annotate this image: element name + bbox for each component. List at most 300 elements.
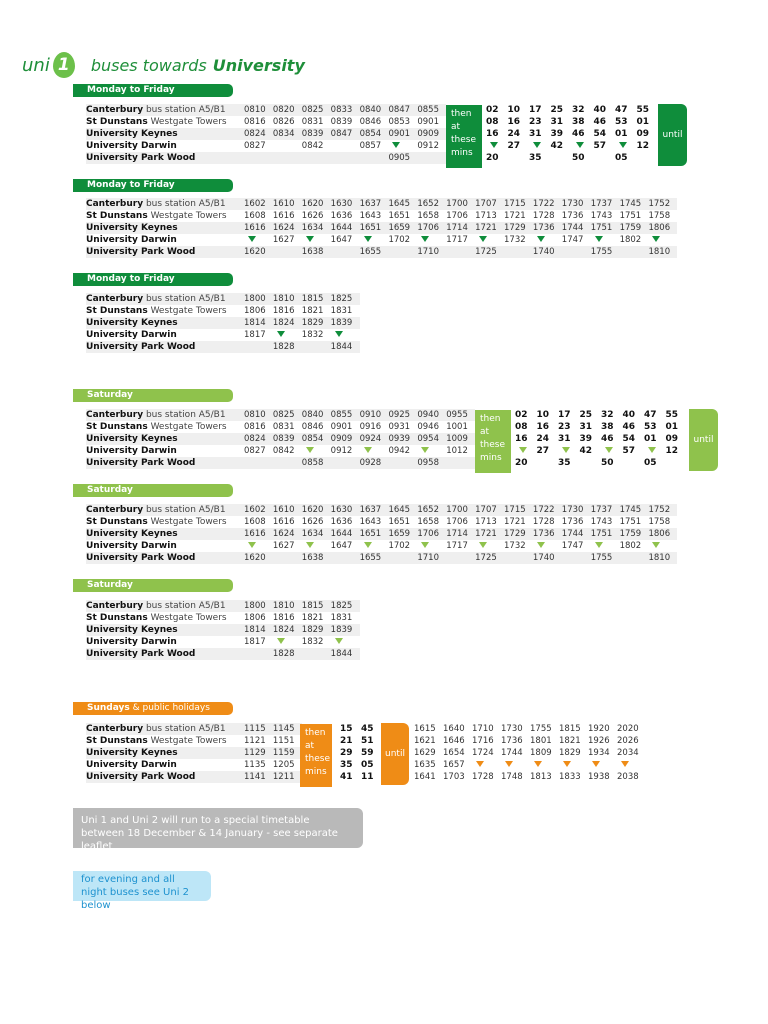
day-band-label: Saturday bbox=[87, 390, 133, 400]
stop-name bbox=[86, 649, 244, 659]
down-triangle-icon bbox=[302, 446, 331, 456]
minutes-past-hour: 01 bbox=[615, 129, 628, 139]
departure-time: 1602 bbox=[244, 199, 266, 209]
minutes-row bbox=[340, 735, 382, 747]
departure-time: 1806 bbox=[648, 529, 671, 539]
day-band bbox=[73, 273, 233, 286]
departure-time: 1620 bbox=[244, 553, 266, 563]
departure-time: 1810 bbox=[648, 247, 671, 257]
departure-time: 1721 bbox=[475, 529, 497, 539]
stop-label: University Keynes bbox=[86, 129, 178, 139]
departure-time: 2026 bbox=[617, 736, 639, 746]
departure-time: 1658 bbox=[417, 211, 439, 221]
down-triangle-icon bbox=[501, 760, 530, 770]
departure-time: 1740 bbox=[532, 553, 555, 563]
down-triangle-icon bbox=[364, 447, 372, 453]
down-triangle-icon bbox=[479, 236, 487, 242]
departure-time: 0909 bbox=[330, 434, 353, 444]
departure-time: 1815 bbox=[301, 294, 324, 304]
minutes-past-hour: 01 bbox=[665, 422, 679, 432]
down-triangle-icon bbox=[558, 446, 580, 456]
down-triangle-icon bbox=[360, 235, 389, 245]
down-triangle-icon bbox=[595, 542, 603, 548]
minutes-past-hour: 35 bbox=[558, 458, 571, 468]
departure-time: 0846 bbox=[359, 117, 382, 127]
down-triangle-icon bbox=[364, 542, 372, 548]
stop-label: University Park Wood bbox=[86, 772, 196, 782]
stop-name bbox=[86, 330, 244, 340]
down-triangle-icon bbox=[559, 760, 588, 770]
stop-name bbox=[86, 446, 244, 456]
down-triangle-icon bbox=[619, 142, 627, 148]
down-triangle-icon bbox=[388, 141, 417, 151]
departure-time: 1643 bbox=[359, 211, 382, 221]
table-row bbox=[86, 341, 360, 353]
departure-time: 1626 bbox=[301, 517, 324, 527]
departure-time: 1710 bbox=[417, 553, 439, 563]
departure-time: 1732 bbox=[504, 235, 526, 245]
stop-label: University Darwin bbox=[86, 330, 177, 340]
departure-time: 1616 bbox=[272, 211, 295, 221]
day-band-label: Monday to Friday bbox=[87, 274, 175, 284]
departure-time: 0855 bbox=[330, 410, 353, 420]
stop-name bbox=[86, 529, 244, 539]
departure-time: 1621 bbox=[414, 736, 436, 746]
departure-time: 0820 bbox=[272, 105, 295, 115]
minutes-past-hour: 50 bbox=[601, 458, 614, 468]
table-row bbox=[86, 305, 360, 317]
departure-time: 1806 bbox=[244, 613, 266, 623]
departure-time: 1736 bbox=[561, 211, 584, 221]
down-triangle-icon bbox=[562, 447, 570, 453]
minutes-past-hour: 09 bbox=[665, 434, 679, 444]
departure-time: 1806 bbox=[244, 306, 266, 316]
minutes-row bbox=[340, 747, 382, 759]
stop-label: Canterbury bbox=[86, 410, 144, 420]
stop-detail: Westgate Towers bbox=[147, 211, 227, 221]
departure-time: 1744 bbox=[561, 223, 584, 233]
stop-name bbox=[86, 517, 244, 527]
departure-time: 0827 bbox=[244, 141, 266, 151]
departure-time: 1652 bbox=[417, 505, 439, 515]
stop-name bbox=[86, 129, 244, 139]
minutes-past-hour: 57 bbox=[622, 446, 636, 456]
stop-label: St Dunstans bbox=[86, 613, 148, 623]
down-triangle-icon bbox=[302, 235, 331, 245]
day-band bbox=[73, 702, 233, 715]
stop-name bbox=[86, 505, 244, 515]
departure-time: 0847 bbox=[330, 129, 353, 139]
stop-name bbox=[86, 235, 244, 245]
departure-time: 0939 bbox=[388, 434, 411, 444]
departure-time: 1814 bbox=[244, 318, 266, 328]
departure-time: 1751 bbox=[590, 223, 613, 233]
departure-time: 1715 bbox=[504, 505, 526, 515]
departure-time: 1722 bbox=[532, 505, 555, 515]
then-at-these-mins-label bbox=[446, 105, 482, 168]
minutes-past-hour: 05 bbox=[615, 153, 628, 163]
departure-time: 1646 bbox=[443, 736, 465, 746]
departure-time: 1844 bbox=[330, 342, 353, 352]
minutes-past-hour: 10 bbox=[507, 105, 521, 115]
departure-time: 1620 bbox=[301, 505, 324, 515]
minutes-past-hour: 31 bbox=[529, 129, 542, 139]
departure-time: 1658 bbox=[417, 517, 439, 527]
departure-time: 0940 bbox=[417, 410, 439, 420]
minutes-past-hour: 53 bbox=[644, 422, 657, 432]
departure-time: 0847 bbox=[388, 105, 411, 115]
departure-time: 1743 bbox=[590, 517, 613, 527]
departure-time: 1714 bbox=[446, 223, 468, 233]
departure-time: 0839 bbox=[301, 129, 324, 139]
table-row bbox=[86, 504, 677, 516]
stop-label: University Keynes bbox=[86, 318, 178, 328]
minutes-past-hour: 31 bbox=[550, 117, 564, 127]
departure-time: 1747 bbox=[561, 541, 584, 551]
stop-name bbox=[86, 736, 244, 746]
table-row bbox=[86, 723, 302, 735]
then-label-word: these bbox=[480, 440, 505, 450]
table-row bbox=[86, 293, 360, 305]
minutes-past-hour: 23 bbox=[558, 422, 571, 432]
then-label-word: at bbox=[480, 427, 490, 437]
departure-time: 1816 bbox=[272, 306, 295, 316]
departure-time: 1751 bbox=[619, 211, 642, 221]
minutes-past-hour: 21 bbox=[340, 736, 353, 746]
down-triangle-icon bbox=[364, 236, 372, 242]
down-triangle-icon bbox=[615, 141, 637, 151]
departure-time: 2038 bbox=[617, 772, 639, 782]
minutes-row bbox=[515, 421, 687, 433]
departure-time: 1844 bbox=[330, 649, 353, 659]
departure-time: 1713 bbox=[475, 517, 497, 527]
minutes-past-hour: 25 bbox=[579, 410, 593, 420]
table-row bbox=[86, 457, 475, 469]
departure-time: 1801 bbox=[530, 736, 552, 746]
departure-time: 1652 bbox=[417, 199, 439, 209]
departure-time: 1926 bbox=[588, 736, 610, 746]
minutes-past-hour: 46 bbox=[593, 117, 607, 127]
departure-time: 1813 bbox=[530, 772, 552, 782]
minutes-past-hour: 53 bbox=[615, 117, 628, 127]
stop-label: St Dunstans bbox=[86, 517, 148, 527]
minutes-past-hour: 35 bbox=[529, 153, 542, 163]
departure-time: 1647 bbox=[330, 235, 353, 245]
departure-time: 0831 bbox=[301, 117, 324, 127]
departure-time: 0839 bbox=[330, 117, 353, 127]
departure-time: 1725 bbox=[475, 247, 497, 257]
minutes-row bbox=[340, 759, 382, 771]
stop-label: University Keynes bbox=[86, 748, 178, 758]
departure-time: 1714 bbox=[446, 529, 468, 539]
departure-time: 1744 bbox=[561, 529, 584, 539]
minutes-past-hour: 16 bbox=[486, 129, 499, 139]
departure-time: 0954 bbox=[417, 434, 439, 444]
minutes-row bbox=[486, 140, 658, 152]
departure-time: 2020 bbox=[617, 724, 639, 734]
down-triangle-icon bbox=[244, 541, 273, 551]
departure-time: 1630 bbox=[330, 199, 353, 209]
departure-time: 1758 bbox=[648, 211, 671, 221]
departure-time: 0854 bbox=[359, 129, 382, 139]
departure-time: 1809 bbox=[530, 748, 552, 758]
timetable-section bbox=[86, 293, 360, 353]
departure-time: 1825 bbox=[330, 294, 353, 304]
departure-time: 0853 bbox=[388, 117, 411, 127]
departure-time: 1821 bbox=[559, 736, 581, 746]
departure-time: 1636 bbox=[330, 211, 353, 221]
departure-time: 1641 bbox=[414, 772, 436, 782]
departure-time: 1608 bbox=[244, 517, 266, 527]
departure-time: 1115 bbox=[244, 724, 266, 734]
departure-time: 1624 bbox=[272, 529, 295, 539]
departure-time: 1728 bbox=[532, 517, 555, 527]
down-triangle-icon bbox=[519, 447, 527, 453]
down-triangle-icon bbox=[472, 760, 501, 770]
stop-name bbox=[86, 748, 244, 758]
then-label-word: these bbox=[305, 754, 330, 764]
day-band bbox=[73, 579, 233, 592]
table-row bbox=[86, 421, 475, 433]
down-triangle-icon bbox=[591, 541, 620, 551]
departure-time: 1815 bbox=[301, 601, 324, 611]
then-label-word: at bbox=[305, 741, 315, 751]
departure-time: 0912 bbox=[417, 141, 439, 151]
departure-time: 1608 bbox=[244, 211, 266, 221]
down-triangle-icon bbox=[417, 235, 446, 245]
minutes-past-hour: 23 bbox=[529, 117, 542, 127]
minutes-past-hour: 54 bbox=[622, 434, 636, 444]
departure-time: 1832 bbox=[301, 637, 324, 647]
departure-time: 1743 bbox=[590, 211, 613, 221]
departure-time: 1745 bbox=[619, 199, 642, 209]
departure-time: 1636 bbox=[330, 517, 353, 527]
minutes-past-hour: 16 bbox=[515, 434, 528, 444]
special-timetable-note: Uni 1 and Uni 2 will run to a special timetable between 18 December & 14 January - see separate leaflet bbox=[73, 808, 363, 848]
departure-time: 1810 bbox=[648, 553, 671, 563]
departure-time: 1640 bbox=[443, 724, 465, 734]
departure-time: 0810 bbox=[244, 410, 266, 420]
down-triangle-icon bbox=[515, 446, 537, 456]
table-row bbox=[86, 409, 475, 421]
departure-time: 1634 bbox=[301, 223, 324, 233]
later-times-row bbox=[414, 747, 646, 759]
then-label-word: mins bbox=[305, 767, 327, 777]
table-row bbox=[86, 516, 677, 528]
stop-name bbox=[86, 153, 244, 163]
departure-time: 0826 bbox=[272, 117, 295, 127]
departure-time: 1638 bbox=[301, 553, 324, 563]
table-row bbox=[86, 612, 360, 624]
departure-time: 1810 bbox=[272, 601, 295, 611]
day-band bbox=[73, 389, 233, 402]
day-band-label: Saturday bbox=[87, 580, 133, 590]
stop-name bbox=[86, 105, 244, 115]
minutes-past-hour: 16 bbox=[507, 117, 521, 127]
departure-time: 0858 bbox=[301, 458, 324, 468]
departure-time: 1620 bbox=[244, 247, 266, 257]
departure-time: 1700 bbox=[446, 505, 468, 515]
stop-detail: bus station A5/B1 bbox=[143, 505, 226, 515]
table-row bbox=[86, 104, 446, 116]
down-triangle-icon bbox=[273, 330, 302, 340]
down-triangle-icon bbox=[621, 761, 629, 767]
departure-time: 1009 bbox=[446, 434, 468, 444]
stop-detail: Westgate Towers bbox=[147, 613, 227, 623]
minutes-past-hour: 20 bbox=[486, 153, 499, 163]
departure-time: 1737 bbox=[590, 199, 613, 209]
minutes-past-hour: 47 bbox=[615, 105, 628, 115]
minutes-row bbox=[340, 723, 382, 735]
minutes-past-hour: 41 bbox=[340, 772, 353, 782]
stop-label: University Park Wood bbox=[86, 153, 196, 163]
stop-name bbox=[86, 247, 244, 257]
stop-label: University Park Wood bbox=[86, 247, 196, 257]
departure-time: 1730 bbox=[501, 724, 523, 734]
departure-time: 1745 bbox=[619, 505, 642, 515]
table-row bbox=[86, 222, 677, 234]
stop-label: University Darwin bbox=[86, 541, 177, 551]
down-triangle-icon bbox=[306, 542, 314, 548]
departure-time: 1655 bbox=[359, 247, 382, 257]
stop-detail: Westgate Towers bbox=[147, 306, 227, 316]
minutes-past-hour: 55 bbox=[665, 410, 679, 420]
departure-time: 1655 bbox=[359, 553, 382, 563]
minutes-past-hour: 08 bbox=[515, 422, 528, 432]
stop-label: St Dunstans bbox=[86, 422, 148, 432]
minutes-past-hour: 05 bbox=[644, 458, 657, 468]
later-times-row bbox=[414, 735, 646, 747]
down-triangle-icon bbox=[421, 542, 429, 548]
departure-time: 1706 bbox=[446, 517, 468, 527]
then-at-these-mins-label bbox=[300, 724, 332, 787]
down-triangle-icon bbox=[475, 235, 504, 245]
minutes-past-hour: 50 bbox=[572, 153, 585, 163]
departure-time: 1814 bbox=[244, 625, 266, 635]
until-label: until bbox=[689, 409, 718, 471]
minutes-past-hour: 32 bbox=[572, 105, 585, 115]
stop-name bbox=[86, 772, 244, 782]
departure-time: 0825 bbox=[301, 105, 324, 115]
down-triangle-icon bbox=[534, 761, 542, 767]
stop-label: Canterbury bbox=[86, 105, 144, 115]
stop-label: St Dunstans bbox=[86, 211, 148, 221]
later-times-row bbox=[414, 723, 646, 735]
departure-time: 1828 bbox=[272, 649, 295, 659]
day-band-label: Saturday bbox=[87, 485, 133, 495]
departure-time: 1722 bbox=[532, 199, 555, 209]
departure-time: 1659 bbox=[388, 529, 411, 539]
table-row bbox=[86, 648, 360, 660]
departure-time: 1706 bbox=[417, 223, 439, 233]
down-triangle-icon bbox=[476, 761, 484, 767]
departure-time: 1759 bbox=[619, 223, 642, 233]
departure-time: 1145 bbox=[272, 724, 295, 734]
departure-time: 0854 bbox=[301, 434, 324, 444]
minutes-past-hour: 54 bbox=[593, 129, 607, 139]
minutes-past-hour: 57 bbox=[593, 141, 607, 151]
departure-time: 1651 bbox=[359, 223, 382, 233]
down-triangle-icon bbox=[306, 447, 314, 453]
timetable-section bbox=[86, 600, 360, 660]
departure-time: 1724 bbox=[472, 748, 494, 758]
departure-time: 1839 bbox=[330, 625, 353, 635]
minutes-past-hour: 16 bbox=[536, 422, 550, 432]
stop-label: Canterbury bbox=[86, 505, 144, 515]
minutes-past-hour: 10 bbox=[536, 410, 550, 420]
departure-time: 0834 bbox=[272, 129, 295, 139]
stop-label: University Darwin bbox=[86, 446, 177, 456]
down-triangle-icon bbox=[601, 446, 623, 456]
stop-name bbox=[86, 613, 244, 623]
stop-label: University Park Wood bbox=[86, 342, 196, 352]
stop-label: Canterbury bbox=[86, 601, 144, 611]
departure-time: 1920 bbox=[588, 724, 610, 734]
table-row bbox=[86, 747, 302, 759]
down-triangle-icon bbox=[591, 235, 620, 245]
stop-name bbox=[86, 625, 244, 635]
then-label-word: then bbox=[451, 109, 472, 119]
departure-time: 1732 bbox=[504, 541, 526, 551]
departure-time: 0839 bbox=[272, 434, 295, 444]
stop-name bbox=[86, 541, 244, 551]
departure-time: 1629 bbox=[414, 748, 436, 758]
table-row bbox=[86, 433, 475, 445]
page-title-prefix: buses towards bbox=[90, 55, 207, 75]
stop-label: University Darwin bbox=[86, 760, 177, 770]
stop-name bbox=[86, 553, 244, 563]
minutes-row bbox=[486, 128, 658, 140]
table-row bbox=[86, 624, 360, 636]
table-row bbox=[86, 317, 360, 329]
departure-time: 1806 bbox=[648, 223, 671, 233]
then-label-word: then bbox=[480, 414, 501, 424]
table-row bbox=[86, 600, 360, 612]
departure-time: 1721 bbox=[504, 517, 526, 527]
departure-time: 1624 bbox=[272, 223, 295, 233]
departure-time: 1751 bbox=[619, 517, 642, 527]
stop-detail: bus station A5/B1 bbox=[143, 724, 226, 734]
minutes-past-hour: 39 bbox=[550, 129, 564, 139]
departure-time: 1635 bbox=[414, 760, 436, 770]
departure-time: 0901 bbox=[388, 129, 411, 139]
departure-time: 1821 bbox=[301, 306, 324, 316]
departure-time: 1800 bbox=[244, 601, 266, 611]
minutes-past-hour: 59 bbox=[361, 748, 374, 758]
minutes-past-hour: 24 bbox=[507, 129, 521, 139]
down-triangle-icon bbox=[248, 236, 256, 242]
stop-label: University Keynes bbox=[86, 625, 178, 635]
stop-name bbox=[86, 637, 244, 647]
stop-label: St Dunstans bbox=[86, 306, 148, 316]
departure-time: 1725 bbox=[475, 553, 497, 563]
down-triangle-icon bbox=[563, 761, 571, 767]
stop-name bbox=[86, 306, 244, 316]
departure-time: 1755 bbox=[530, 724, 552, 734]
down-triangle-icon bbox=[644, 446, 666, 456]
departure-time: 2034 bbox=[617, 748, 639, 758]
down-triangle-icon bbox=[537, 542, 545, 548]
departure-time: 1644 bbox=[330, 223, 353, 233]
departure-time: 1615 bbox=[414, 724, 436, 734]
stop-name bbox=[86, 422, 244, 432]
minutes-past-hour: 38 bbox=[572, 117, 585, 127]
stop-label: University Keynes bbox=[86, 529, 178, 539]
minutes-past-hour: 51 bbox=[361, 736, 374, 746]
departure-time: 1810 bbox=[272, 294, 295, 304]
departure-time: 0910 bbox=[359, 410, 382, 420]
table-row bbox=[86, 234, 677, 246]
